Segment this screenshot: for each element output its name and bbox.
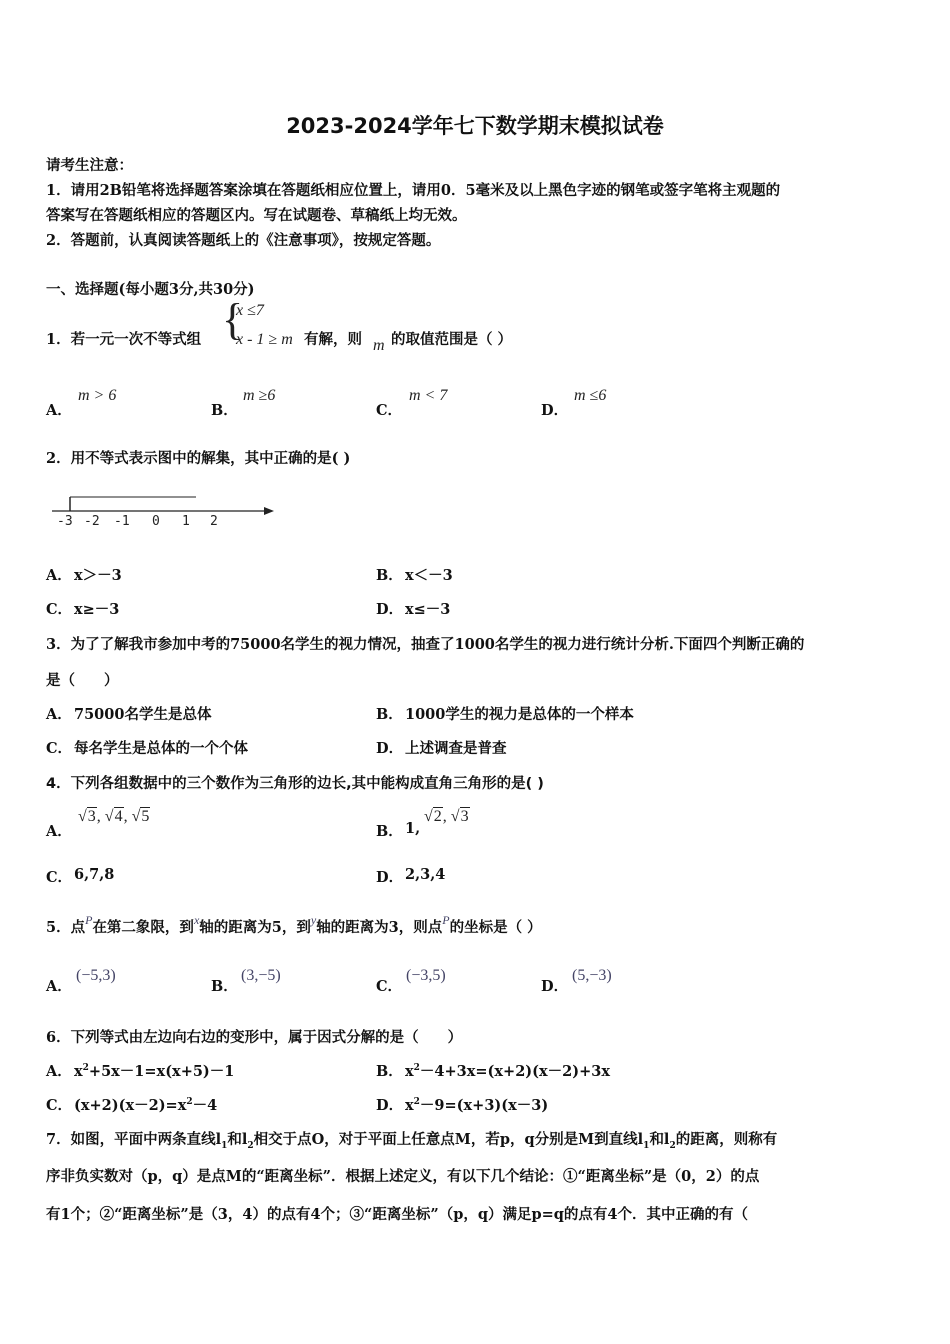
tick-label: -2: [84, 514, 100, 529]
q7-text: 相交于点O，对于平面上任意点M，若p，q分别是M到直线l: [253, 1131, 644, 1148]
q1-option-d[interactable]: m ≤6: [574, 387, 607, 404]
q7-line-2: 序非负实数对（p，q）是点M的“距离坐标”．根据上述定义，有以下几个结论：①“距离坐标”是（0，2）的点: [46, 1168, 760, 1185]
q1-system-line-2: x - 1 ≥ m: [236, 331, 293, 348]
tick-label: 2: [210, 514, 218, 529]
subscript: 1: [643, 1140, 650, 1151]
q6-stem: 6．下列等式由左边向右边的变形中，属于因式分解的是（ ）: [46, 1029, 463, 1046]
q5-option-c-label[interactable]: C．: [376, 978, 403, 995]
comma: ,: [96, 808, 101, 825]
q5-text: 轴的距离为5，到: [199, 919, 311, 936]
q3-option-c[interactable]: 每名学生是总体的一个个体: [74, 740, 248, 757]
q3-option-a-label[interactable]: A．: [46, 706, 72, 723]
q5-text: 的坐标是（ ）: [449, 919, 542, 936]
q5-stem: [46, 913, 542, 937]
q3-option-a[interactable]: 75000名学生是总体: [74, 706, 212, 723]
q7-text: 7．如图，平面中两条直线l: [46, 1131, 222, 1148]
q3-option-b[interactable]: 1000学生的视力是总体的一个样本: [405, 706, 634, 723]
q2-option-d-label[interactable]: D．: [376, 601, 404, 618]
exponent: 2: [82, 1063, 89, 1074]
notice-line-2: 答案写在答题纸相应的答题区内。写在试题卷、草稿纸上均无效。: [46, 207, 467, 224]
q2-option-a-label[interactable]: A．: [46, 567, 72, 584]
expr-part: x: [405, 1097, 414, 1114]
q2-option-b[interactable]: x＜－3: [405, 567, 453, 584]
q6-option-c-label[interactable]: C．: [46, 1097, 73, 1114]
expr-part: x: [74, 1063, 83, 1080]
q4-option-a[interactable]: √3, √4, √5: [78, 808, 150, 825]
q7-line-1: [46, 1128, 777, 1151]
q1-option-a-label[interactable]: A．: [46, 402, 72, 419]
q1-system-line-1: x ≤7: [236, 302, 264, 319]
notice-line-1: 1．请用2B铅笔将选择题答案涂填在答题纸相应位置上，请用0．5毫米及以上黑色字迹的钢笔或签字笔将主观题的: [46, 182, 781, 199]
q6-option-d[interactable]: [405, 1094, 548, 1115]
q1-mid: 有解，则: [304, 331, 362, 348]
q6-option-b-label[interactable]: B．: [376, 1063, 403, 1080]
q1-option-a[interactable]: m > 6: [78, 387, 117, 404]
q5-text: 轴的距离为3，则点: [316, 919, 443, 936]
expr-part: －9=(x+3)(x－3): [419, 1097, 549, 1114]
q4-option-d-label[interactable]: D．: [376, 869, 404, 886]
radicand: 5: [141, 808, 150, 825]
q5-var-p: P: [85, 913, 93, 927]
q2-option-c-label[interactable]: C．: [46, 601, 73, 618]
radicand: 2: [433, 808, 442, 825]
q3-option-c-label[interactable]: C．: [46, 740, 73, 757]
q3-line-2: 是（ ）: [46, 672, 119, 689]
brace-symbol: {: [222, 295, 244, 344]
q1-option-d-label[interactable]: D．: [541, 402, 569, 419]
radicand: 3: [460, 808, 469, 825]
q3-option-d[interactable]: 上述调查是普查: [405, 740, 507, 757]
q4-option-b-prefix[interactable]: 1,: [405, 820, 421, 837]
q5-option-c[interactable]: (−3,5): [406, 967, 446, 984]
q2-option-d[interactable]: x≤－3: [405, 601, 451, 618]
expr-part: +5x－1=x(x+5)－1: [88, 1063, 235, 1080]
q5-text: 5．点: [46, 919, 86, 936]
notice-heading: 请考生注意：: [46, 157, 133, 174]
q7-text: 的距离，则称有: [675, 1131, 778, 1148]
q5-option-d-label[interactable]: D．: [541, 978, 569, 995]
q4-option-b-label[interactable]: B．: [376, 823, 403, 840]
number-line-arrow: [264, 507, 274, 515]
page-title: 2023-2024学年七下数学期末模拟试卷: [286, 114, 664, 138]
exponent: 2: [413, 1097, 420, 1108]
subscript: 2: [669, 1140, 676, 1151]
q3-option-b-label[interactable]: B．: [376, 706, 403, 723]
tick-label: -3: [57, 514, 73, 529]
q6-option-c[interactable]: [74, 1094, 217, 1115]
q4-stem: 4．下列各组数据中的三个数作为三角形的边长,其中能构成直角三角形的是( ): [46, 776, 544, 792]
q5-option-a[interactable]: (−5,3): [76, 967, 116, 984]
q5-option-d[interactable]: (5,−3): [572, 967, 612, 984]
q7-line-3: 有1个；②“距离坐标”是（3，4）的点有4个；③“距离坐标”（p，q）满足p=q的点有4个．其中正确的有（: [46, 1206, 749, 1223]
q2-option-a[interactable]: x＞－3: [74, 567, 122, 584]
q5-option-b[interactable]: (3,−5): [241, 967, 281, 984]
tick-label: -1: [114, 514, 130, 529]
q3-option-d-label[interactable]: D．: [376, 740, 404, 757]
notice-line-3: 2．答题前，认真阅读答题纸上的《注意事项》，按规定答题。: [46, 232, 441, 249]
tick-label: 1: [182, 514, 190, 529]
q4-option-b[interactable]: √2, √3: [424, 808, 469, 825]
q6-option-b[interactable]: [405, 1060, 610, 1081]
number-line-figure: [50, 490, 280, 535]
q6-option-a-label[interactable]: A．: [46, 1063, 72, 1080]
q5-option-b-label[interactable]: B．: [211, 978, 238, 995]
q1-var: m: [373, 337, 385, 354]
expr-part: －4: [192, 1097, 218, 1114]
comma: ,: [442, 808, 447, 825]
q1-option-c[interactable]: m < 7: [409, 387, 448, 404]
q7-text: 和l: [227, 1131, 248, 1148]
q1-option-c-label[interactable]: C．: [376, 402, 403, 419]
q3-line-1: 3．为了了解我市参加中考的75000名学生的视力情况，抽查了1000名学生的视力进行统计分析.下面四个判断正确的: [46, 636, 805, 653]
q2-option-c[interactable]: x≥－3: [74, 601, 120, 618]
q5-var-y: y: [310, 913, 317, 927]
q2-stem: 2．用不等式表示图中的解集，其中正确的是( ): [46, 450, 351, 467]
q6-option-a[interactable]: [74, 1060, 234, 1081]
q4-option-c-label[interactable]: C．: [46, 869, 73, 886]
q1-suffix: 的取值范围是（ ）: [391, 331, 513, 348]
radicand: 4: [114, 808, 123, 825]
q5-var-p: P: [442, 913, 450, 927]
expr-part: x: [405, 1063, 414, 1080]
q4-option-d[interactable]: 2,3,4: [405, 866, 446, 883]
exponent: 2: [413, 1063, 420, 1074]
expr-part: －4+3x=(x+2)(x－2)+3x: [419, 1063, 610, 1080]
subscript: 2: [247, 1140, 254, 1151]
section-heading: 一、选择题(每小题3分,共30分): [46, 281, 255, 298]
comma: ,: [123, 808, 128, 825]
q5-var-x: x: [193, 913, 200, 927]
q2-option-b-label[interactable]: B．: [376, 567, 403, 584]
tick-label: 0: [152, 514, 160, 529]
q6-option-d-label[interactable]: D．: [376, 1097, 404, 1114]
q4-option-a-label[interactable]: A．: [46, 823, 72, 840]
q4-option-c[interactable]: 6,7,8: [74, 866, 115, 883]
q7-text: 和l: [649, 1131, 670, 1148]
q1-option-b[interactable]: m ≥6: [243, 387, 276, 404]
subscript: 1: [221, 1140, 228, 1151]
q1-prefix: 1．若一元一次不等式组: [46, 331, 202, 348]
q5-text: 在第二象限，到: [92, 919, 194, 936]
expr-part: (x+2)(x－2)=x: [74, 1097, 187, 1114]
radicand: 3: [87, 808, 96, 825]
exponent: 2: [186, 1097, 193, 1108]
q5-option-a-label[interactable]: A．: [46, 978, 72, 995]
q1-option-b-label[interactable]: B．: [211, 402, 238, 419]
